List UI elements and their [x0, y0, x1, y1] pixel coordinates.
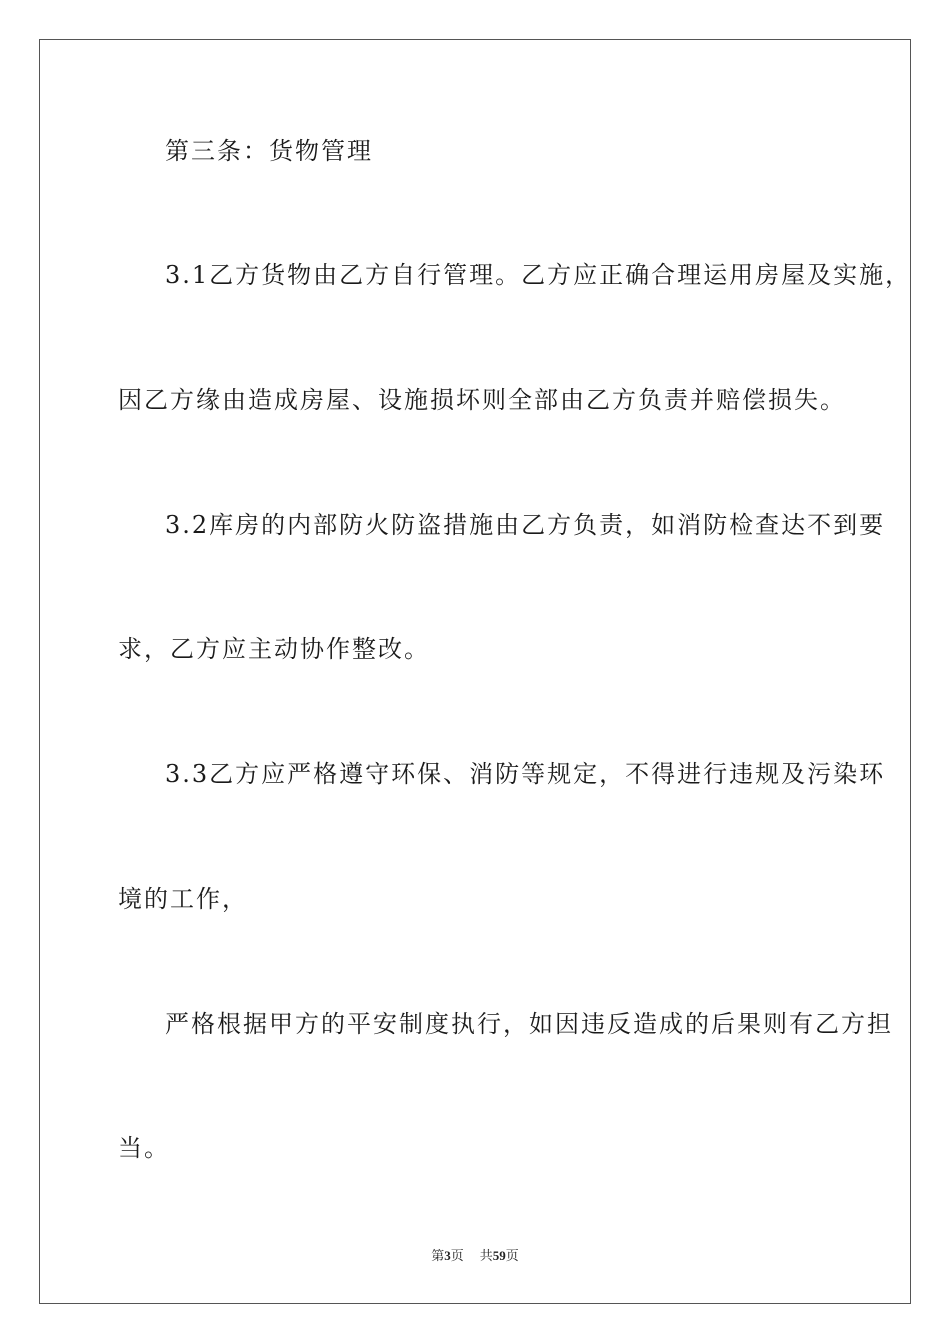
page-footer	[0, 1247, 950, 1265]
page-suffix: 页	[450, 1248, 464, 1263]
paragraph-3-2-line-2: 求，乙方应主动协作整改。	[118, 635, 430, 663]
paragraph-3-1-line-1: 3.1乙方货物由乙方自行管理。乙方应正确合理运用房屋及实施，	[165, 261, 912, 289]
total-pages: 59	[492, 1248, 506, 1263]
paragraph-3-1-line-2: 因乙方缘由造成房屋、设施损坏则全部由乙方负责并赔偿损失。	[118, 386, 846, 414]
total-prefix: 共	[479, 1248, 493, 1263]
paragraph-safety-line-1: 严格根据甲方的平安制度执行，如因违反造成的后果则有乙方担	[165, 1010, 893, 1038]
paragraph-3-3-line-2: 境的工作，	[118, 885, 248, 913]
paragraph-3-3-line-1: 3.3乙方应严格遵守环保、消防等规定，不得进行违规及污染环	[165, 760, 886, 788]
article-heading: 第三条：货物管理	[165, 137, 373, 165]
page-frame	[39, 39, 911, 1304]
page-prefix: 第	[431, 1248, 445, 1263]
page-number: 3	[444, 1248, 451, 1263]
total-suffix: 页	[505, 1248, 519, 1263]
paragraph-safety-line-2: 当。	[118, 1134, 170, 1162]
paragraph-3-2-line-1: 3.2库房的内部防火防盗措施由乙方负责，如消防检查达不到要	[165, 511, 886, 539]
